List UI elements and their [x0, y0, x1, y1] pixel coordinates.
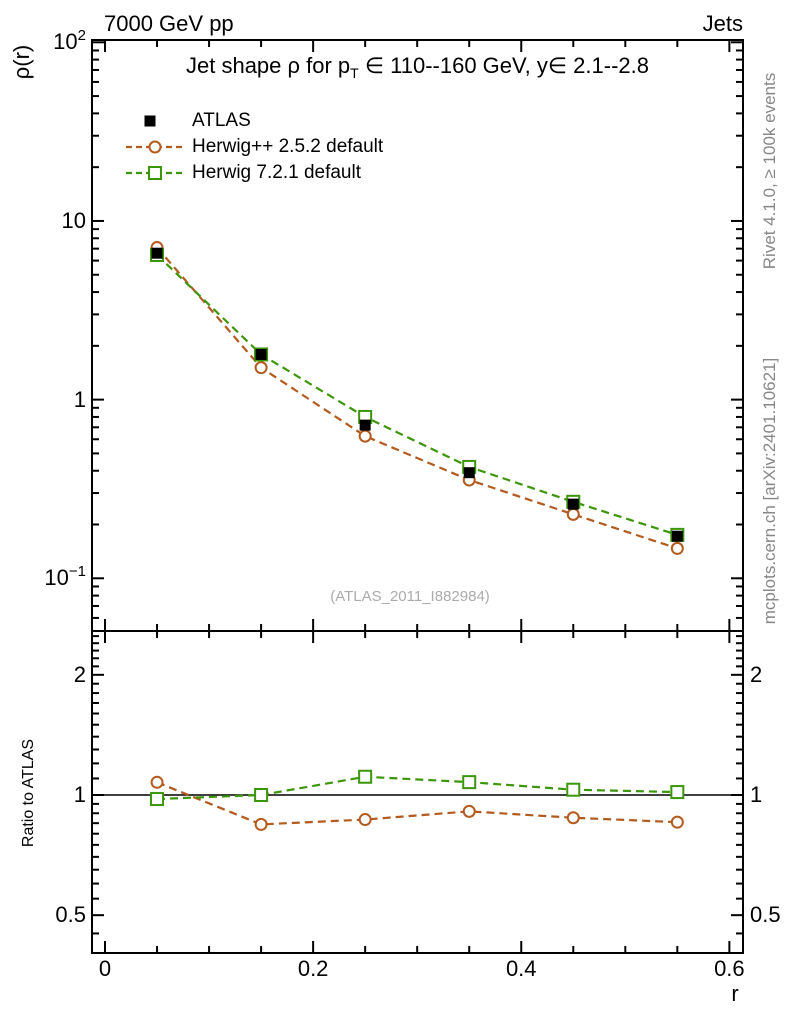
mc-marker-ratio-1 [463, 776, 475, 788]
mc-curve-main-0 [157, 248, 677, 549]
y-tick-label-1: 1 [73, 386, 86, 412]
main-panel-frame [92, 40, 743, 631]
x-tick-label-0.2: 0.2 [297, 956, 329, 981]
ratio-axis-title: Ratio to ATLAS [20, 738, 37, 848]
x-tick-label-0.6: 0.6 [714, 956, 745, 981]
rivet-version-note: Rivet 4.1.0, ≥ 100k events [760, 72, 779, 270]
y-tick-label-100: $10^2$ [53, 27, 86, 55]
mc-marker-ratio-0 [360, 814, 371, 825]
legend-label-herwigpp: Herwig++ 2.5.2 default [192, 136, 384, 157]
process-label: Jets [702, 11, 743, 36]
mc-marker-ratio-0 [464, 806, 475, 817]
data-marker [464, 467, 475, 478]
ratio-panel-frame [92, 631, 743, 953]
mc-curve-main-1 [157, 255, 677, 535]
analysis-id-watermark: (ATLAS_2011_I882984) [330, 588, 490, 605]
mc-marker-ratio-1 [567, 784, 579, 796]
mcplots-reference-note: mcplots.cern.ch [arXiv:2401.10621] [760, 357, 779, 625]
mc-marker-ratio-1 [151, 793, 163, 805]
mc-marker-ratio-0 [256, 819, 267, 830]
mc-marker-ratio-0 [672, 817, 683, 828]
ratio-tick-label-left-2: 2 [73, 661, 86, 687]
ratio-tick-label-left-1: 1 [73, 781, 86, 807]
data-marker [152, 248, 163, 259]
mc-marker-ratio-0 [152, 777, 163, 788]
mc-marker-main-0 [672, 543, 683, 554]
data-marker [568, 499, 579, 510]
ratio-tick-label-right-1: 1 [750, 781, 763, 807]
mc-marker-ratio-1 [671, 786, 683, 798]
x-tick-label-0.4: 0.4 [505, 956, 537, 981]
ratio-tick-label-left-0.5: 0.5 [55, 902, 86, 928]
mc-marker-main-0 [256, 362, 267, 373]
plot-title-pre: Jet shape ρ for p [186, 53, 351, 78]
y-tick-label-10: 10 [61, 207, 86, 233]
plot-title-subscript: T [350, 65, 359, 81]
mc-marker-ratio-1 [359, 771, 371, 783]
y-tick-label-0.1: $10^{-1}$ [44, 563, 86, 591]
ratio-tick-label-right-2: 2 [750, 661, 763, 687]
legend-marker-1 [150, 142, 161, 153]
legend-label-herwig7: Herwig 7.2.1 default [192, 162, 361, 183]
mc-marker-ratio-1 [255, 789, 267, 801]
y-axis-title: ρ(r) [9, 44, 34, 80]
legend-marker-0 [145, 116, 156, 127]
x-tick-label-0: 0 [98, 956, 112, 981]
beam-energy-label: 7000 GeV pp [104, 11, 234, 36]
plot-title [92, 53, 743, 79]
mc-marker-ratio-0 [568, 812, 579, 823]
ratio-tick-label-right-0.5: 0.5 [750, 902, 781, 928]
plot-title-post: ∈ 110--160 GeV, y∈ 2.1--2.8 [358, 53, 649, 78]
mc-marker-main-0 [360, 431, 371, 442]
legend-label-atlas: ATLAS [192, 110, 251, 131]
data-marker [360, 420, 371, 431]
mc-curve-ratio-0 [157, 782, 677, 824]
data-marker [672, 531, 683, 542]
x-axis-title: r [731, 981, 739, 1006]
data-marker [256, 349, 267, 360]
mc-marker-main-0 [568, 509, 579, 520]
legend-marker-2 [149, 167, 161, 179]
